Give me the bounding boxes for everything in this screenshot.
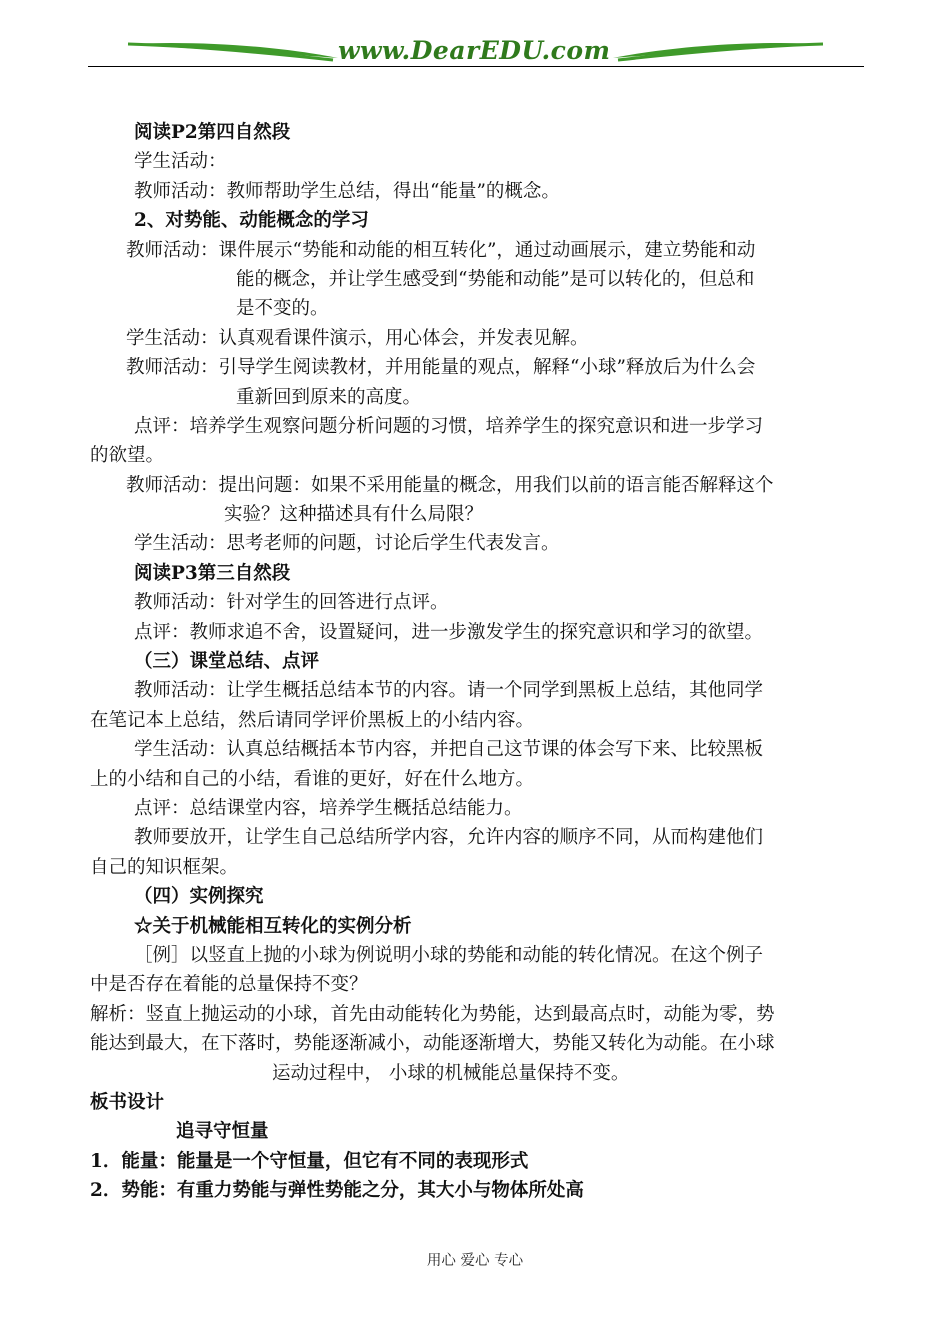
paragraph-line: 重新回到原来的高度。 bbox=[236, 386, 422, 408]
heading-reading-p3: 阅读P3第三自然段 bbox=[134, 562, 291, 584]
board-item: 1．能量：能量是一个守恒量，但它有不同的表现形式 bbox=[90, 1150, 529, 1172]
paragraph-line: 能的概念，并让学生感受到“势能和动能”是可以转化的，但总和 bbox=[236, 268, 755, 290]
paragraph-line: 教师活动：教师帮助学生总结，得出“能量”的概念。 bbox=[134, 180, 560, 202]
heading-reading-p2: 阅读P2第四自然段 bbox=[134, 122, 291, 143]
section-heading: 2、对势能、动能概念的学习 bbox=[134, 210, 369, 232]
paragraph-line: 的欲望。 bbox=[90, 445, 165, 467]
paragraph-line: 教师活动：让学生概括总结本节的内容。请一个同学到黑板上总结，其他同学 bbox=[134, 680, 764, 702]
paragraph-line: 教师活动：引导学生阅读教材，并用能量的观点，解释“小球”释放后为什么会 bbox=[126, 357, 756, 379]
paragraph-line: 点评：总结课堂内容，培养学生概括总结能力。 bbox=[134, 797, 523, 819]
paragraph-line: 解析：竖直上抛运动的小球，首先由动能转化为势能，达到最高点时，动能为零，势 bbox=[90, 1003, 775, 1025]
paragraph-line: 点评：培养学生观察问题分析问题的习惯，培养学生的探究意识和进一步学习 bbox=[134, 415, 764, 437]
paragraph-line: 教师活动：提出问题：如果不采用能量的概念，用我们以前的语言能否解释这个 bbox=[126, 474, 774, 496]
paragraph-line: 能达到最大，在下落时，势能逐渐减小，动能逐渐增大，势能又转化为动能。在小球 bbox=[90, 1033, 775, 1055]
paragraph-line: 教师要放开，让学生自己总结所学内容，允许内容的顺序不同，从而构建他们 bbox=[134, 827, 764, 849]
paragraph-line: ［例］以竖直上抛的小球为例说明小球的势能和动能的转化情况。在这个例子 bbox=[134, 944, 764, 966]
header-divider bbox=[88, 66, 864, 67]
paragraph-line: 点评：教师求追不舍，设置疑问，进一步激发学生的探究意识和学习的欲望。 bbox=[134, 621, 764, 643]
paragraph-line: 学生活动：认真观看课件演示，用心体会，并发表见解。 bbox=[126, 327, 589, 349]
paragraph-line: 实验？这种描述具有什么局限？ bbox=[224, 504, 484, 526]
paragraph-line: 上的小结和自己的小结，看谁的更好，好在什么地方。 bbox=[90, 768, 535, 790]
paragraph-line: 学生活动：认真总结概括本节内容，并把自己这节课的体会写下来、比较黑板 bbox=[134, 739, 764, 761]
section-heading: （四）实例探究 bbox=[134, 886, 264, 908]
board-item: 2．势能：有重力势能与弹性势能之分，其大小与物体所处高 bbox=[90, 1180, 584, 1202]
paragraph-line: 在笔记本上总结，然后请同学评价黑板上的小结内容。 bbox=[90, 709, 535, 731]
brand-logo-text[interactable]: www.DearEDU.com bbox=[338, 36, 611, 65]
paragraph-line: 运动过程中， 小球的机械能总量保持不变。 bbox=[272, 1062, 630, 1084]
paragraph-line: 教师活动：针对学生的回答进行点评。 bbox=[134, 592, 449, 614]
board-title: 追寻守恒量 bbox=[176, 1121, 269, 1143]
paragraph-line: 学生活动：思考老师的问题，讨论后学生代表发言。 bbox=[134, 533, 560, 555]
subsection-heading: ☆关于机械能相互转化的实例分析 bbox=[134, 915, 412, 937]
page-footer: 用心 爱心 专心 bbox=[426, 1253, 524, 1269]
paragraph-line: 是不变的。 bbox=[236, 298, 329, 320]
section-heading: （三）课堂总结、点评 bbox=[134, 651, 320, 673]
paragraph-line: 自己的知识框架。 bbox=[90, 856, 239, 878]
paragraph-line: 中是否存在着能的总量保持不变？ bbox=[90, 974, 368, 996]
paragraph-line: 学生活动： bbox=[134, 151, 227, 173]
document-body bbox=[90, 118, 862, 1205]
section-heading: 板书设计 bbox=[90, 1091, 165, 1113]
paragraph-line: 教师活动：课件展示“势能和动能的相互转化”，通过动画展示，建立势能和动 bbox=[126, 239, 756, 261]
